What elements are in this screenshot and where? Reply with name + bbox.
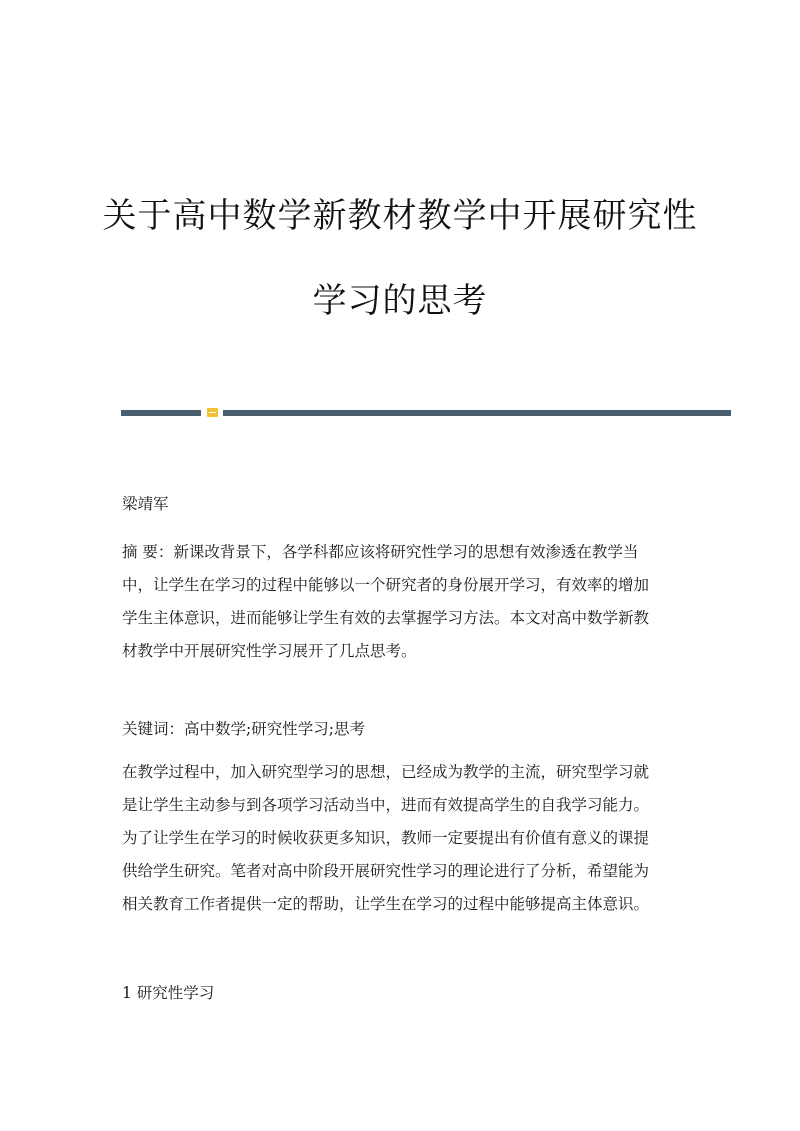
document-title-line-2: 学习的思考 xyxy=(312,281,488,321)
intro-line: 在教学过程中，加入研究型学习的思想，已经成为教学的主流，研究型学习就 xyxy=(122,763,650,781)
section-heading: 1 研究性学习 xyxy=(122,984,215,1002)
divider-left-segment xyxy=(121,410,201,416)
abstract-line: 摘 要：新课改背景下，各学科都应该将研究性学习的思想有效渗透在教学当 xyxy=(122,543,639,561)
intro-line: 相关教育工作者提供一定的帮助，让学生在学习的过程中能够提高主体意识。 xyxy=(122,895,650,913)
intro-line: 为了让学生在学习的时候收获更多知识，教师一定要提出有价值有意义的课提 xyxy=(122,829,650,847)
abstract-line: 材教学中开展研究性学习展开了几点思考。 xyxy=(122,642,417,660)
abstract-line: 学生主体意识，进而能够让学生有效的去掌握学习方法。本文对高中数学新教 xyxy=(122,609,650,627)
intro-line: 供给学生研究。笔者对高中阶段开展研究性学习的理论进行了分析，希望能为 xyxy=(122,862,650,880)
author-name: 梁靖军 xyxy=(122,495,169,513)
divider-right-segment xyxy=(223,410,731,416)
abstract-paragraph xyxy=(122,536,678,668)
intro-line: 是让学生主动参与到各项学习活动当中，进而有效提高学生的自我学习能力。 xyxy=(122,796,650,814)
document-badge-icon xyxy=(207,408,218,417)
title-divider xyxy=(121,408,731,417)
keywords-line: 关键词：高中数学;研究性学习;思考 xyxy=(122,720,365,738)
document-title-line-1: 关于高中数学新教材教学中开展研究性 xyxy=(102,196,698,236)
intro-paragraph xyxy=(122,756,678,921)
abstract-line: 中，让学生在学习的过程中能够以一个研究者的身份展开学习，有效率的增加 xyxy=(122,576,650,594)
